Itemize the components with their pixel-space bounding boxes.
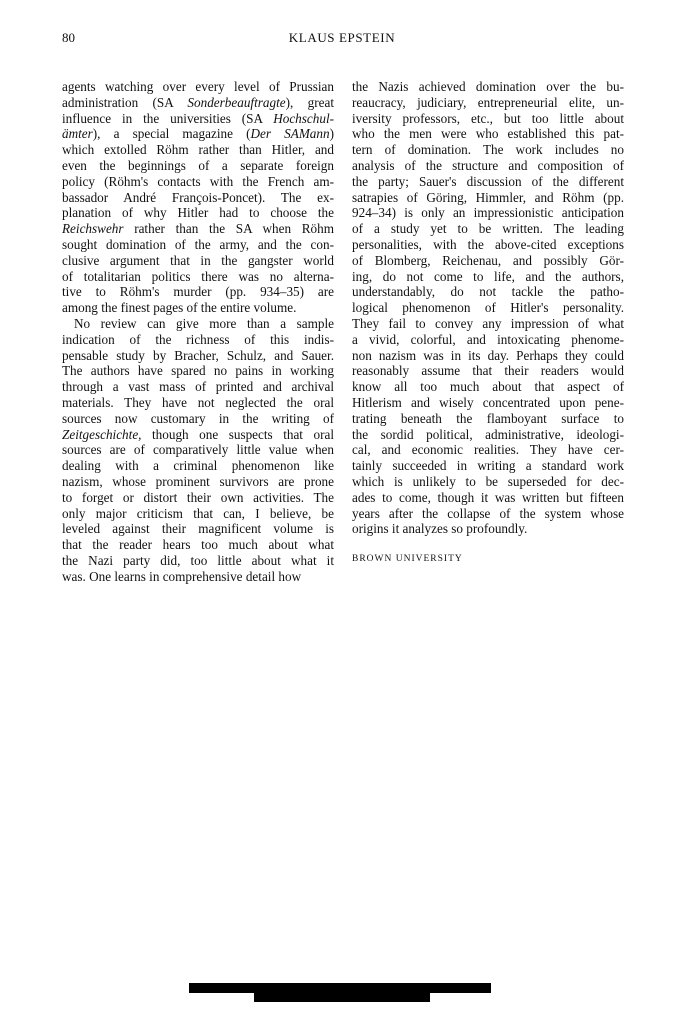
text-line: policy (Röhm's contacts with the French am- — [62, 173, 334, 189]
text-line: Reichswehr rather than the SA when Röhm — [62, 221, 334, 237]
text-line: dealing with a criminal phenomenon like — [62, 458, 334, 474]
text-line: administration (SA Sonderbeauftragte), great — [62, 94, 334, 110]
text-line: sources now customary in the writing of — [62, 410, 334, 426]
text-line: leveled against their magnificent volume is — [62, 521, 334, 537]
text-line: sources are of comparatively little value when — [62, 442, 334, 458]
text-line: analysis of the structure and composition of — [352, 157, 624, 173]
text-line: planation of why Hitler had to choose the — [62, 205, 334, 221]
left-column-text — [62, 79, 334, 585]
text-line: sought domination of the army, and the con- — [62, 236, 334, 252]
text-line: reaucracy, judiciary, entrepreneurial elite, un- — [352, 94, 624, 110]
text-line: 924–34) is only an impressionistic anticipation — [352, 205, 624, 221]
text-line: only major criticism that can, I believe, be — [62, 505, 334, 521]
text-line: years after the collapse of the system whose — [352, 505, 624, 521]
text-line: indication of the richness of this indis- — [62, 331, 334, 347]
text-line: logical phenomenon of Hitler's personality. — [352, 300, 624, 316]
text-line: know all too much about that aspect of — [352, 379, 624, 395]
text-line: through a vast mass of printed and archival — [62, 379, 334, 395]
text-line: among the finest pages of the entire volume. — [62, 300, 297, 316]
text-line: The authors have spared no pains in working — [62, 363, 334, 379]
text-line: nazism, whose prominent survivors are prone — [62, 473, 334, 489]
text-line: materials. They have not neglected the oral — [62, 394, 334, 410]
text-line: was. One learns in comprehensive detail how — [62, 568, 302, 584]
text-line: iversity professors, etc., but too little about — [352, 110, 624, 126]
text-line: even the beginnings of a separate foreign — [62, 157, 334, 173]
text-line: the sordid political, administrative, ideologi- — [352, 426, 624, 442]
text-line: non nazism was in its day. Perhaps they could — [352, 347, 624, 363]
text-line: who the men were who established this pat- — [352, 126, 624, 142]
text-line: Zeitgeschichte, though one suspects that oral — [62, 426, 334, 442]
text-line: cal, and economic realities. They have cer- — [352, 442, 624, 458]
text-line: agents watching over every level of Prussian — [62, 79, 334, 94]
text-line: influence in the universities (SA Hochschul- — [62, 110, 334, 126]
text-line: tainly succeeded in writing a standard work — [352, 458, 624, 474]
text-line: the party; Sauer's discussion of the different — [352, 173, 624, 189]
text-line: to forget or distort their own activities. The — [62, 489, 334, 505]
running-title: KLAUS EPSTEIN — [288, 30, 396, 45]
text-line: ämter), a special magazine (Der SAMann) — [62, 126, 334, 142]
text-line: satrapies of Göring, Himmler, and Röhm (pp. — [352, 189, 624, 205]
text-line: understandably, do not tackle the patho- — [352, 284, 624, 300]
text-line: the Nazis achieved domination over the bu- — [352, 79, 624, 94]
text-line: of Blomberg, Reichenau, and possibly Gör- — [352, 252, 624, 268]
page-number: 80 — [62, 30, 75, 45]
text-line: the Nazi party did, too little about what it — [62, 552, 334, 568]
redaction-bar-bottom — [254, 993, 430, 1002]
text-line: reasonably assume that their readers would — [352, 363, 624, 379]
text-line: a vivid, colorful, and intoxicating phenome- — [352, 331, 624, 347]
text-line: bassador André François-Poncet). The ex- — [62, 189, 334, 205]
text-line: ades to come, though it was written but fifteen — [352, 489, 624, 505]
text-line: tern of domination. The work includes no — [352, 142, 624, 158]
text-line: They fail to convey any impression of what — [352, 315, 624, 331]
text-line: pensable study by Bracher, Schulz, and Sauer. — [62, 347, 334, 363]
text-line: clusive argument that in the gangster world — [62, 252, 334, 268]
text-line: which is unlikely to be superseded for dec- — [352, 473, 624, 489]
text-line: No review can give more than a sample — [74, 315, 334, 331]
text-line: tive to Röhm's murder (pp. 934–35) are — [62, 284, 334, 300]
text-line: of totalitarian politics there was no alterna- — [62, 268, 334, 284]
text-line: that the reader hears too much about what — [62, 537, 334, 553]
right-column-text — [352, 79, 624, 537]
text-line: personalities, with the above-cited exceptions — [352, 236, 624, 252]
text-line: trating beneath the flamboyant surface to — [352, 410, 624, 426]
text-line: origins it analyzes so profoundly. — [352, 521, 528, 537]
text-line: Hitlerism and wisely concentrated upon pene- — [352, 394, 624, 410]
redaction-bar-top — [189, 983, 491, 993]
text-line: which extolled Röhm rather than Hitler, and — [62, 142, 334, 158]
text-line: ing, do not come to life, and the authors, — [352, 268, 624, 284]
author-affiliation: BROWN UNIVERSITY — [352, 554, 463, 564]
text-line: of a study yet to be written. The leading — [352, 221, 624, 237]
